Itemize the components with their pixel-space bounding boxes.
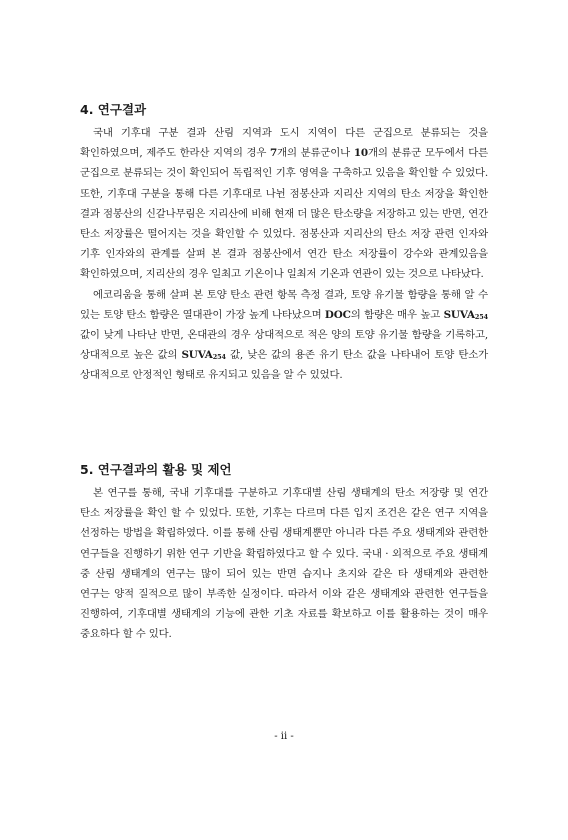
- paragraph: [80, 483, 488, 645]
- subscript-text: 254: [474, 312, 488, 321]
- section-utilization-and-suggestions: [80, 462, 488, 645]
- bold-text: 10: [353, 147, 368, 160]
- section-heading: 5. 연구결과의 활용 및 제언: [80, 462, 232, 477]
- bold-text: SUVA: [181, 349, 213, 362]
- section-heading: 4. 연구결과: [80, 102, 147, 117]
- text-run: 국내 기후대 구분 결과 산림 지역과 도시 지역이 다른 군집으로 분류되는 것을 확인하였으며, 제주도 한라산 지역의 경우: [80, 127, 488, 160]
- bold-text: SUVA: [443, 308, 475, 321]
- text-run: 값이 낮게 나타난 반면, 온대관의 경우 상대적으로 적은 양의 토양 유기물 함량을 기록하고, 상대적으로 높은 값의: [80, 329, 488, 362]
- text-run: 개의 분류군 모두에서 다른 군집으로 분류되는 것이 확인되어 독립적인 기후 영역을 구축하고 있음을 확인할 수 있었다. 또한, 기후대 구분을 통해 다른 기후대로 나뉜 점봉산과 지리산 지역의 탄소 저장을 확인한 결과 점봉산의 신갈나무림은 지리산에 비해 현재 더 많은 탄소량을 저장하고 있는 반면, 연간 탄소 저장률은 떨어지는 것을 확인할 수 있었다. 점봉산과 지리산의 탄소 저장 관련 인자와 기후 인자와의 관계를 살펴 본 결과 점봉산에서 연간 탄소 저장률이 강수와 관계있음을 확인하였으며, 지리산의 경우 일최고 기온이나 일최저 기온과 연관이 있는 것으로 나타났다.: [80, 147, 488, 281]
- bold-text: DOC: [324, 308, 351, 321]
- text-run: 에코리움을 통해 살펴 본 토양 탄소 관련 항목 측정 결과, 토양 유기물 함량을 통해 알 수 있는 토양 탄소 함량은 열대관이 가장 높게 나타났으며: [80, 288, 488, 321]
- bold-text: 7: [270, 147, 278, 160]
- text-run: 값, 낮은 값의 용존 유기 탄소 값을 나타내어 토양 탄소가 상대적으로 안정적인 형태로 유지되고 있음을 알 수 있었다.: [80, 349, 489, 382]
- section-research-results: [80, 102, 488, 386]
- text-run: 본 연구를 통해, 국내 기후대를 구분하고 기후대별 산림 생태계의 탄소 저장량 및 연간 탄소 저장률을 확인 할 수 있었다. 또한, 기후는 다르며 다른 입지 조건은 같은 연구 지역을 선정하는 방법을 확립하였다. 이를 통해 산림 생태계뿐만 아니라 다른 주요 생태계와 관련한 연구들을 진행하기 위한 연구 기반을 확립하였다고 할 수 있다. 국내 · 외적으로 주요 생태계 중 산림 생태계의 연구는 많이 되어 있는 반면 습지나 초지와 같은 타 생태계와 관련한 연구는 양적 질적으로 많이 부족한 실정이다. 따라서 이와 같은 생태계와 관련한 연구들을 진행하여, 기후대별 생태계의 기능에 관한 기초 자료를 확보하고 이를 활용하는 것이 매우 중요하다 할 수 있다.: [80, 487, 488, 641]
- text-run: 개의 분류군이나: [277, 147, 354, 160]
- paragraph: [80, 123, 488, 285]
- paragraph: [80, 285, 488, 386]
- text-run: 의 함량은 매우 높고: [350, 308, 444, 321]
- page-number: - ii -: [274, 731, 294, 742]
- subscript-text: 254: [212, 353, 226, 362]
